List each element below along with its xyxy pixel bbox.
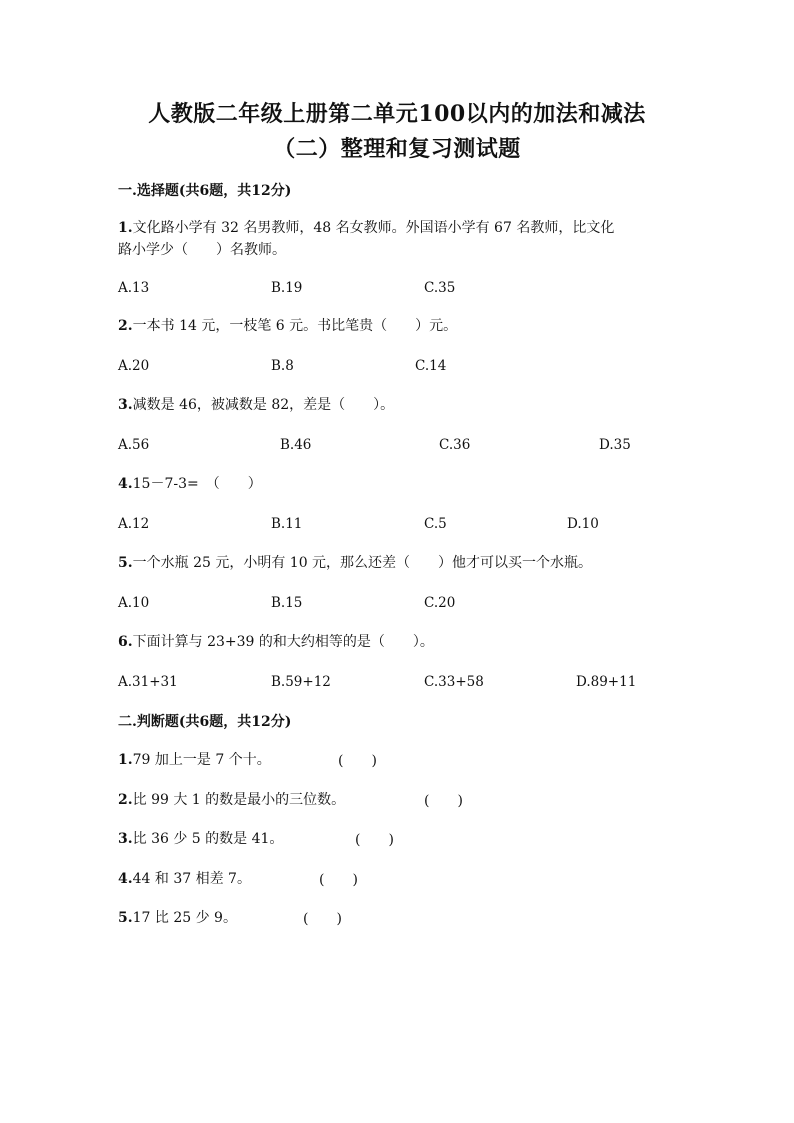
- section-header-judgement: 二.判断题(共6题，共12分): [118, 714, 292, 730]
- question-5: [118, 552, 592, 574]
- question-2: [118, 315, 457, 337]
- question-number: 6.: [118, 634, 133, 650]
- question-number: 3.: [118, 397, 133, 413]
- option-b: B.19: [271, 280, 303, 296]
- question-3: [118, 394, 394, 416]
- judgement-5: [118, 907, 237, 929]
- question-number: 2.: [118, 318, 133, 334]
- option-a: A.31+31: [118, 674, 178, 690]
- judgement-3: [118, 828, 283, 850]
- question-text: 一个水瓶 25 元，小明有 10 元，那么还差（ ）他才可以买一个水瓶。: [132, 555, 593, 571]
- answer-parentheses: ( ): [424, 793, 463, 809]
- option-b: B.15: [271, 595, 303, 611]
- option-a: A.12: [118, 516, 150, 532]
- option-b: B.11: [271, 516, 303, 532]
- question-number: 1.: [118, 752, 133, 768]
- question-text-cont: 路小学少（ ）名教师。: [118, 242, 286, 258]
- option-d: D.10: [567, 516, 599, 532]
- option-c: C.14: [415, 358, 447, 374]
- judgement-1: [118, 749, 271, 771]
- question-number: 1.: [118, 220, 133, 236]
- option-c: C.20: [424, 595, 456, 611]
- question-text: 17 比 25 少 9。: [132, 910, 237, 926]
- option-a: A.13: [118, 280, 150, 296]
- question-number: 2.: [118, 792, 133, 808]
- page-title-line1: 人教版二年级上册第二单元100以内的加法和减法: [148, 101, 646, 127]
- question-text: 下面计算与 23+39 的和大约相等的是（ ）。: [132, 634, 434, 650]
- question-number: 4.: [118, 871, 133, 887]
- option-a: A.10: [118, 595, 150, 611]
- answer-parentheses: ( ): [338, 753, 377, 769]
- option-c: C.5: [424, 516, 447, 532]
- option-d: D.35: [599, 437, 631, 453]
- answer-parentheses: ( ): [303, 911, 342, 927]
- answer-parentheses: ( ): [355, 832, 394, 848]
- question-number: 5.: [118, 555, 133, 571]
- question-4: [118, 473, 262, 495]
- question-number: 3.: [118, 831, 133, 847]
- question-1: [118, 217, 614, 261]
- question-text: 减数是 46，被减数是 82，差是（ ）。: [132, 397, 395, 413]
- judgement-2: [118, 789, 345, 811]
- option-b: B.8: [271, 358, 294, 374]
- question-text: 文化路小学有 32 名男教师，48 名女教师。外国语小学有 67 名教师，比文化: [132, 220, 615, 236]
- section-header-choice: 一.选择题(共6题，共12分): [118, 183, 292, 199]
- question-6: [118, 631, 434, 653]
- question-text: 比 36 少 5 的数是 41。: [132, 831, 284, 847]
- option-a: A.56: [118, 437, 150, 453]
- question-number: 4.: [118, 476, 133, 492]
- question-number: 5.: [118, 910, 133, 926]
- judgement-4: [118, 868, 251, 890]
- question-text: 44 和 37 相差 7。: [132, 871, 251, 887]
- option-d: D.89+11: [576, 674, 637, 690]
- option-c: C.35: [424, 280, 456, 296]
- option-b: B.46: [280, 437, 312, 453]
- question-text: 一本书 14 元，一枝笔 6 元。书比笔贵（ ）元。: [132, 318, 458, 334]
- option-a: A.20: [118, 358, 150, 374]
- question-text: 79 加上一是 7 个十。: [132, 752, 271, 768]
- question-text: 比 99 大 1 的数是最小的三位数。: [132, 792, 346, 808]
- option-b: B.59+12: [271, 674, 331, 690]
- question-text: 15－7-3= （ ）: [132, 476, 262, 492]
- page-title-line2: （二）整理和复习测试题: [273, 136, 521, 162]
- option-c: C.36: [439, 437, 471, 453]
- answer-parentheses: ( ): [319, 872, 358, 888]
- option-c: C.33+58: [424, 674, 484, 690]
